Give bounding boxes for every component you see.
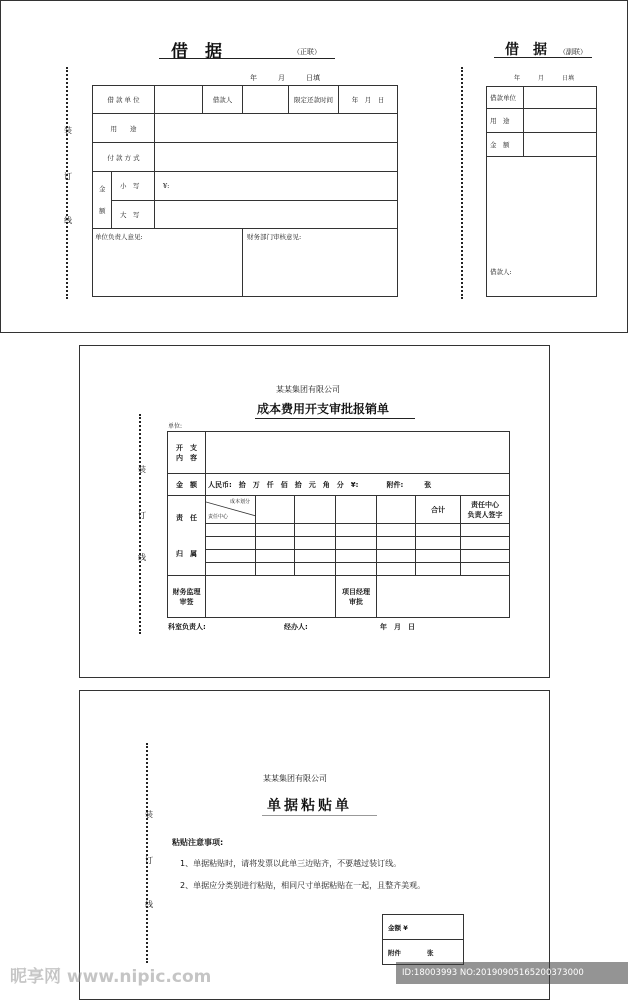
unit-opinion-field[interactable] [93,229,243,297]
big-amount-field[interactable] [155,201,398,229]
rmb-amount-line[interactable]: 人民币: 拾 万 仟 佰 拾 元 角 分 ¥: 附件: 张 [206,474,510,496]
loan-stub-subtitle: （副联） [559,48,587,56]
unit-opinion-label: 单位负责人意见: [95,233,143,241]
binding-char: 线 [138,553,146,562]
paste-amount-field[interactable]: 金额 ¥ [383,915,464,940]
payment-method-label: 付 款 方 式 [93,143,155,172]
cost-cell[interactable] [256,496,295,524]
purpose-label: 用 途 [93,114,155,143]
loan-receipt-sheet [0,0,628,333]
watermark-id: ID:18003993 NO:20190905165200373000 [402,968,584,978]
amount-cell [93,172,155,229]
borrower-label: 借款人 [203,86,243,114]
stub-purpose-field[interactable] [524,109,597,133]
table-row [168,537,510,550]
borrower-field[interactable] [243,86,289,114]
expense-content-field[interactable] [206,432,510,474]
small-amount-field[interactable] [155,172,398,201]
binding-char: 线 [145,900,153,909]
loan-main-subtitle: （正联） [293,48,321,56]
big-amount-label: 大 写 [120,211,140,219]
paste-sheet [79,690,550,1000]
paste-summary-box [382,914,464,965]
small-amount-label: 小 写 [120,182,140,190]
paste-note-2: 2、单据应分类别进行粘贴，相同尺寸单据粘贴在一起，且整齐美观。 [180,881,426,890]
cost-unit-label: 单位: [168,423,183,430]
resp-center-sign-label: 责任中心 负责人签字 [461,496,510,524]
amount-label-a: 金 [99,185,106,193]
binding-char: 线 [64,216,72,225]
binding-char: 订 [64,172,72,181]
payment-method-field[interactable] [155,143,398,172]
paste-form-title: 单据粘贴单 [267,798,352,814]
finance-supervisor-label: 财务监理 审签 [168,576,206,618]
title-underline [159,58,335,59]
cost-cell[interactable] [336,496,377,524]
loan-stub-date-line: 年 月 日填 [514,75,575,82]
stub-title-underline [494,57,592,58]
table-row [168,563,510,576]
binding-dotted-line [139,414,141,634]
cost-amount-label: 金 额 [168,474,206,496]
repay-deadline-label: 限定还款时间 [289,86,339,114]
loan-main-title: 借 据 [171,42,222,62]
cost-cell[interactable] [377,496,416,524]
purpose-field[interactable] [155,114,398,143]
total-label: 合计 [416,496,461,524]
borrower-unit-label: 借 款 单 位 [93,86,155,114]
diag-top-label: 成本划分 [230,499,251,505]
loan-main-form [92,85,398,297]
diag-bottom-label: 责任中心 [208,514,229,520]
stub-purpose-label: 用 途 [487,109,524,133]
table-row [168,550,510,563]
stub-borrower-unit-field[interactable] [524,87,597,109]
binding-dotted-line [146,743,148,963]
binding-char: 订 [138,511,146,520]
project-manager-label: 项目经理 审批 [336,576,377,618]
cost-approval-sheet [79,345,550,678]
dept-head-label: 科室负责人: [168,623,206,631]
binding-char: 装 [64,126,72,135]
finance-opinion-field[interactable] [243,229,398,297]
stub-amount-label: 金 额 [487,133,524,157]
loan-main-date-line: 年 月 日填 [250,74,320,82]
yen-label: ¥: [163,182,170,190]
stub-borrower-label: 借款人: [490,268,512,276]
diagonal-header-cell [206,496,256,524]
stub-amount-field[interactable] [524,133,597,157]
watermark-logo: 昵享网 www.nipic.com [10,967,212,987]
finance-supervisor-field[interactable] [206,576,336,618]
loan-stub-title: 借 据 [505,42,547,58]
paste-company-name: 某某集团有限公司 [263,774,327,783]
repay-date-field[interactable]: 年 月 日 [339,86,398,114]
binding-dotted-line [66,67,68,299]
cost-company-name: 某某集团有限公司 [276,385,340,394]
cost-form [167,431,510,618]
cost-cell[interactable] [295,496,336,524]
stub-borrower-unit-label: 借款单位 [487,87,524,109]
binding-char: 装 [138,465,146,474]
binding-char: 装 [145,810,153,819]
borrower-unit-field[interactable] [155,86,203,114]
binding-char: 订 [145,856,153,865]
finance-opinion-label: 财务部门审核意见: [247,233,302,241]
handler-label: 经办人: [284,623,308,631]
cost-title-underline [255,418,415,419]
stub-borrower-field[interactable] [487,157,597,297]
paste-notes-title: 粘贴注意事项: [172,838,224,847]
paste-title-underline [262,815,377,816]
loan-stub-form [486,86,597,297]
project-manager-field[interactable] [377,576,510,618]
amount-label-b: 额 [99,207,106,215]
table-row [168,524,510,537]
cost-form-title: 成本费用开支审批报销单 [257,402,390,416]
responsibility-label: 责 任 归 属 [168,496,206,576]
binding-dotted-line [461,67,463,299]
paste-attachment-field[interactable]: 附件 张 [383,940,464,965]
paste-note-1: 1、单据粘贴时，请将发票以此单三边贴齐，不要越过装订线。 [180,859,402,868]
expense-content-label: 开 支 内 容 [168,432,206,474]
cost-date-label: 年 月 日 [380,623,415,631]
